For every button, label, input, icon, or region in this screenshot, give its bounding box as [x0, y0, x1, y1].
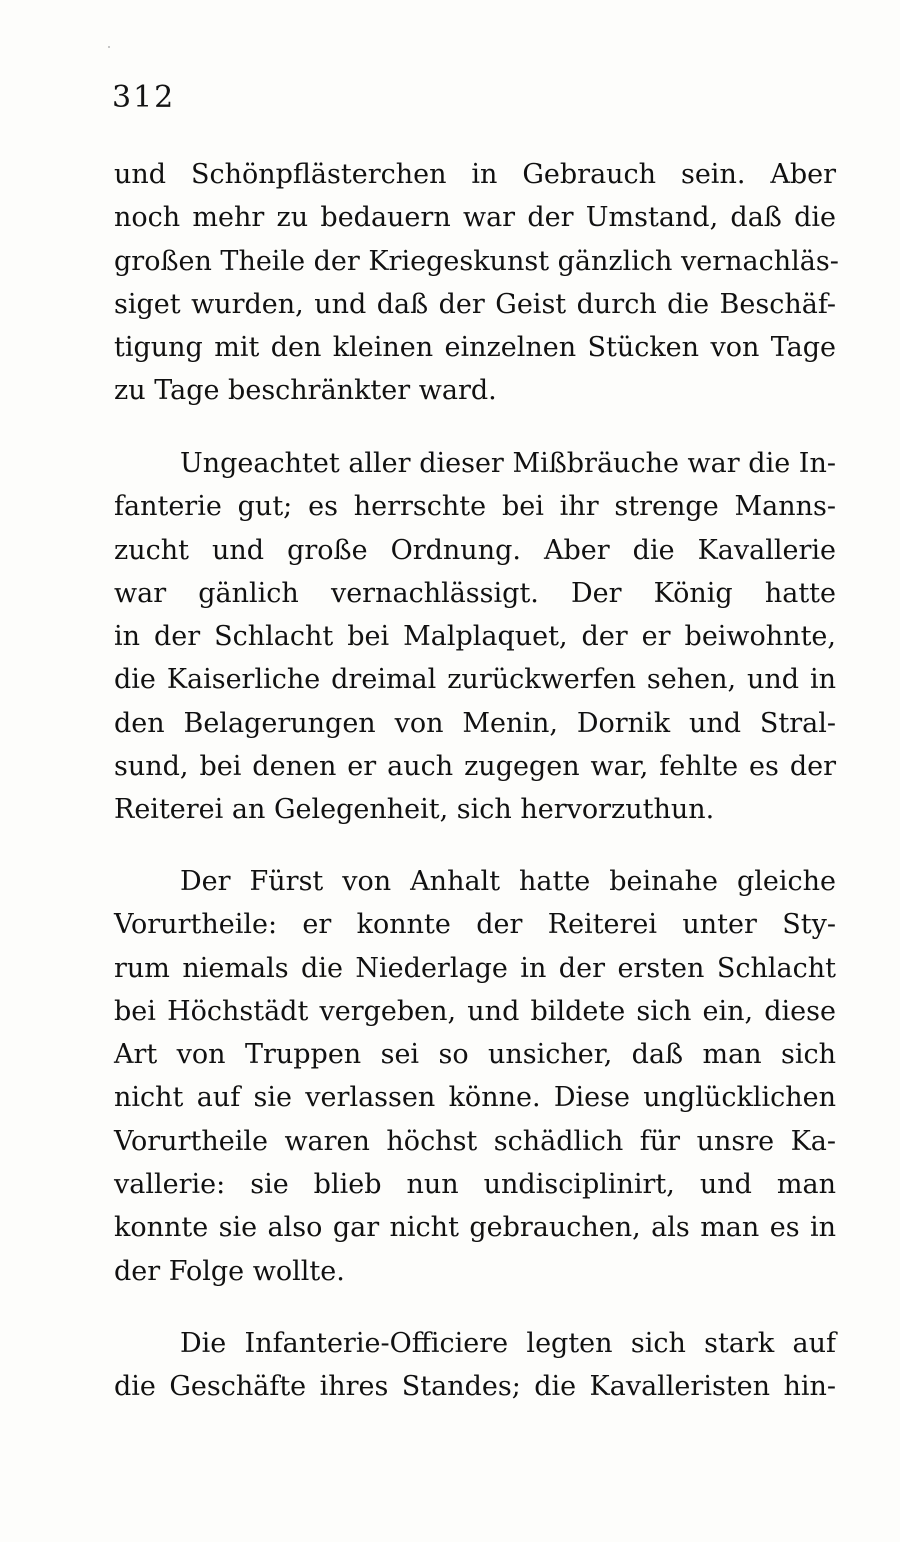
text-line: der Folge wollte. — [114, 1255, 345, 1287]
text-line: großen Theile der Kriegeskunst gänzlich vernachläs- — [114, 245, 839, 277]
text-line: Vorurtheile waren höchst schädlich für unsre Ka- — [114, 1125, 836, 1157]
text-line: zu Tage beschränkter ward. — [114, 375, 497, 407]
text-line: sund, bei denen er auch zugegen war, fehlte es der — [114, 751, 836, 783]
text-line: siget wurden, und daß der Geist durch die Beschäf- — [114, 288, 836, 320]
text-line: tigung mit den kleinen einzelnen Stücken von Tage — [114, 332, 836, 364]
text-line: nicht auf sie verlassen könne. Diese unglücklichen — [114, 1082, 836, 1114]
page-number: 312 — [112, 80, 176, 115]
text-line: in der Schlacht bei Malplaquet, der er beiwohnte, — [114, 621, 836, 653]
text-line: rum niemals die Niederlage in der ersten Schlacht — [114, 952, 836, 984]
text-line: vallerie: sie blieb nun undisciplinirt, und man — [114, 1169, 836, 1201]
text-line: und Schönpflästerchen in Gebrauch sein. Aber — [114, 159, 836, 190]
text-line: Art von Truppen sei so unsicher, daß man sich — [114, 1039, 836, 1071]
text-line: war gänlich vernachlässigt. Der König hatte — [114, 577, 836, 609]
paragraph-3 — [114, 860, 836, 1293]
text-line: noch mehr zu bedauern war der Umstand, daß die — [114, 202, 836, 234]
text-line: konnte sie also gar nicht gebrauchen, als man es in — [114, 1212, 836, 1244]
paragraph-4 — [114, 1322, 836, 1409]
text-line: den Belagerungen von Menin, Dornik und Stral- — [114, 707, 836, 739]
paragraph-1 — [114, 153, 839, 413]
text-line: Vorurtheile: er konnte der Reiterei unter Sty- — [114, 909, 836, 941]
margin-speck — [108, 46, 110, 48]
text-line: Ungeachtet aller dieser Mißbräuche war die In- — [180, 448, 836, 479]
text-line: Die Infanterie-Officiere legten sich stark auf — [180, 1328, 836, 1359]
text-line: die Geschäfte ihres Standes; die Kavalleristen hin- — [114, 1371, 836, 1403]
text-line: Der Fürst von Anhalt hatte beinahe gleiche — [180, 866, 836, 897]
text-line: die Kaiserliche dreimal zurückwerfen sehen, und in — [114, 664, 836, 696]
text-line: fanterie gut; es herrschte bei ihr strenge Manns- — [114, 491, 836, 523]
text-line: Reiterei an Gelegenheit, sich hervorzuthun. — [114, 794, 715, 826]
text-line: bei Höchstädt vergeben, und bildete sich ein, diese — [114, 995, 836, 1027]
text-line: zucht und große Ordnung. Aber die Kavallerie — [114, 534, 836, 566]
paragraph-2 — [114, 442, 836, 832]
